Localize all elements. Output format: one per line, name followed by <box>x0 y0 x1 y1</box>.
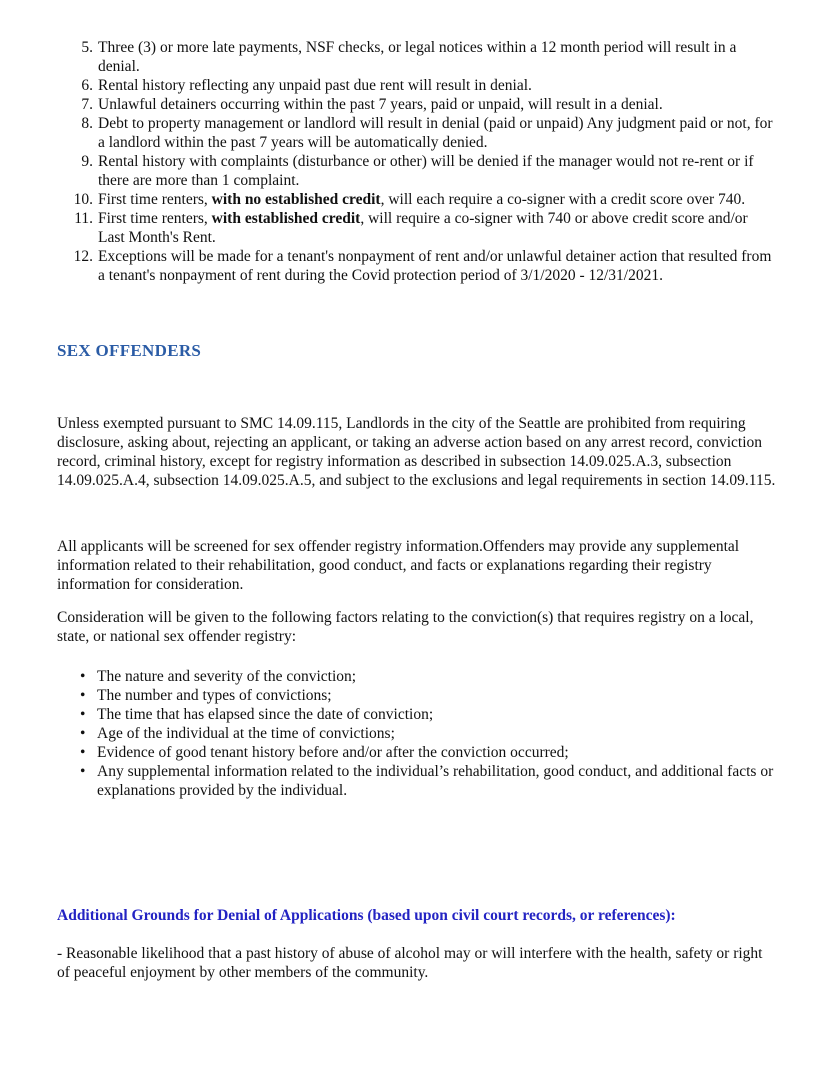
conviction-factors-list <box>57 667 778 800</box>
list-item <box>57 247 778 285</box>
section-heading-additional-grounds: Additional Grounds for Denial of Applications (based upon civil court records, or references): <box>57 907 676 924</box>
list-item <box>57 38 778 76</box>
paragraph-consideration-factors: Consideration will be given to the following factors relating to the conviction(s) that requires registry on a local, state, or national sex offender registry: <box>57 609 754 645</box>
list-item-text: Unlawful detainers occurring within the past 7 years, paid or unpaid, will result in a denial. <box>98 96 663 113</box>
list-item <box>57 209 778 247</box>
list-item-text-suffix: , will each require a co-signer with a credit score over 740. <box>380 191 746 208</box>
list-item-text: The nature and severity of the conviction; <box>97 668 357 685</box>
list-item <box>57 114 778 152</box>
bullet-icon <box>80 667 97 686</box>
list-item <box>80 667 778 686</box>
paragraph-applicants-screened: All applicants will be screened for sex offender registry information.Offenders may provide any supplemental information related to their rehabilitation, good conduct, and facts or explanations regarding their registry information for consideration. <box>57 538 740 593</box>
list-item <box>57 76 778 95</box>
list-item-text-bold: with established credit <box>211 210 361 227</box>
list-item-text: Evidence of good tenant history before and/or after the conviction occurred; <box>97 744 569 761</box>
list-item-text: Age of the individual at the time of convictions; <box>97 725 395 742</box>
list-item-number: 8. <box>81 115 93 132</box>
list-item <box>80 686 778 705</box>
list-item-number: 12. <box>73 248 93 265</box>
bullet-icon <box>80 743 97 762</box>
list-item-text-prefix: First time renters, <box>98 210 212 227</box>
list-item <box>57 190 778 209</box>
list-item-text-suffix: , will require a co-signer with 740 or above credit score and/or Last Month's Rent. <box>98 210 748 246</box>
list-item <box>57 95 778 114</box>
list-item-text: Debt to property management or landlord will result in denial (paid or unpaid) Any judgment paid or not, for a landlord within the past 7 years will be automatically denied. <box>98 115 773 151</box>
list-item-text <box>98 190 778 209</box>
list-item-text <box>98 209 778 247</box>
list-item-text: The number and types of convictions; <box>97 687 332 704</box>
list-item-number: 11. <box>74 210 93 227</box>
list-item-text: The time that has elapsed since the date of conviction; <box>97 706 434 723</box>
list-item-text: Exceptions will be made for a tenant's nonpayment of rent and/or unlawful detainer action that resulted from a tenant's nonpayment of rent during the Covid protection period of 3/1/2020 - 12/31/2021. <box>98 248 772 284</box>
section-heading-sex-offenders: SEX OFFENDERS <box>57 341 202 360</box>
paragraph-reasonable-likelihood: - Reasonable likelihood that a past history of abuse of alcohol may or will interfere with the health, safety or right of peaceful enjoyment by other members of the community. <box>57 945 763 981</box>
list-item-number: 6. <box>81 77 93 94</box>
list-item-text-prefix: First time renters, <box>98 191 212 208</box>
list-item <box>80 762 778 800</box>
list-item-text: Any supplemental information related to the individual’s rehabilitation, good conduct, and additional facts or explanations provided by the individual. <box>97 763 774 799</box>
bullet-icon <box>80 724 97 743</box>
list-item <box>80 705 778 724</box>
list-item-number: 5. <box>81 39 93 56</box>
list-item-number: 10. <box>73 191 93 208</box>
list-item <box>80 743 778 762</box>
paragraph-unless-exempted: Unless exempted pursuant to SMC 14.09.115, Landlords in the city of the Seattle are prohibited from requiring disclosure, asking about, rejecting an applicant, or taking an adverse action based on any arrest record, conviction record, criminal history, except for registry information as described in subsection 14.09.025.A.3, subsection 14.09.025.A.4, subsection 14.09.025.A.5, and subject to the exclusions and legal requirements in section 14.09.115. <box>57 415 776 489</box>
list-item-text: Rental history reflecting any unpaid past due rent will result in denial. <box>98 77 532 94</box>
list-item-number: 7. <box>81 96 93 113</box>
list-item <box>57 152 778 190</box>
list-item-text: Rental history with complaints (disturbance or other) will be denied if the manager would not re-rent or if there are more than 1 complaint. <box>98 153 754 189</box>
bullet-icon <box>80 686 97 705</box>
list-item-text-bold: with no established credit <box>211 191 381 208</box>
list-item-number: 9. <box>81 153 93 170</box>
bullet-icon <box>80 762 97 800</box>
denial-criteria-list <box>57 38 778 285</box>
bullet-icon <box>80 705 97 724</box>
list-item <box>80 724 778 743</box>
list-item-text: Three (3) or more late payments, NSF checks, or legal notices within a 12 month period will result in a denial. <box>98 39 737 75</box>
